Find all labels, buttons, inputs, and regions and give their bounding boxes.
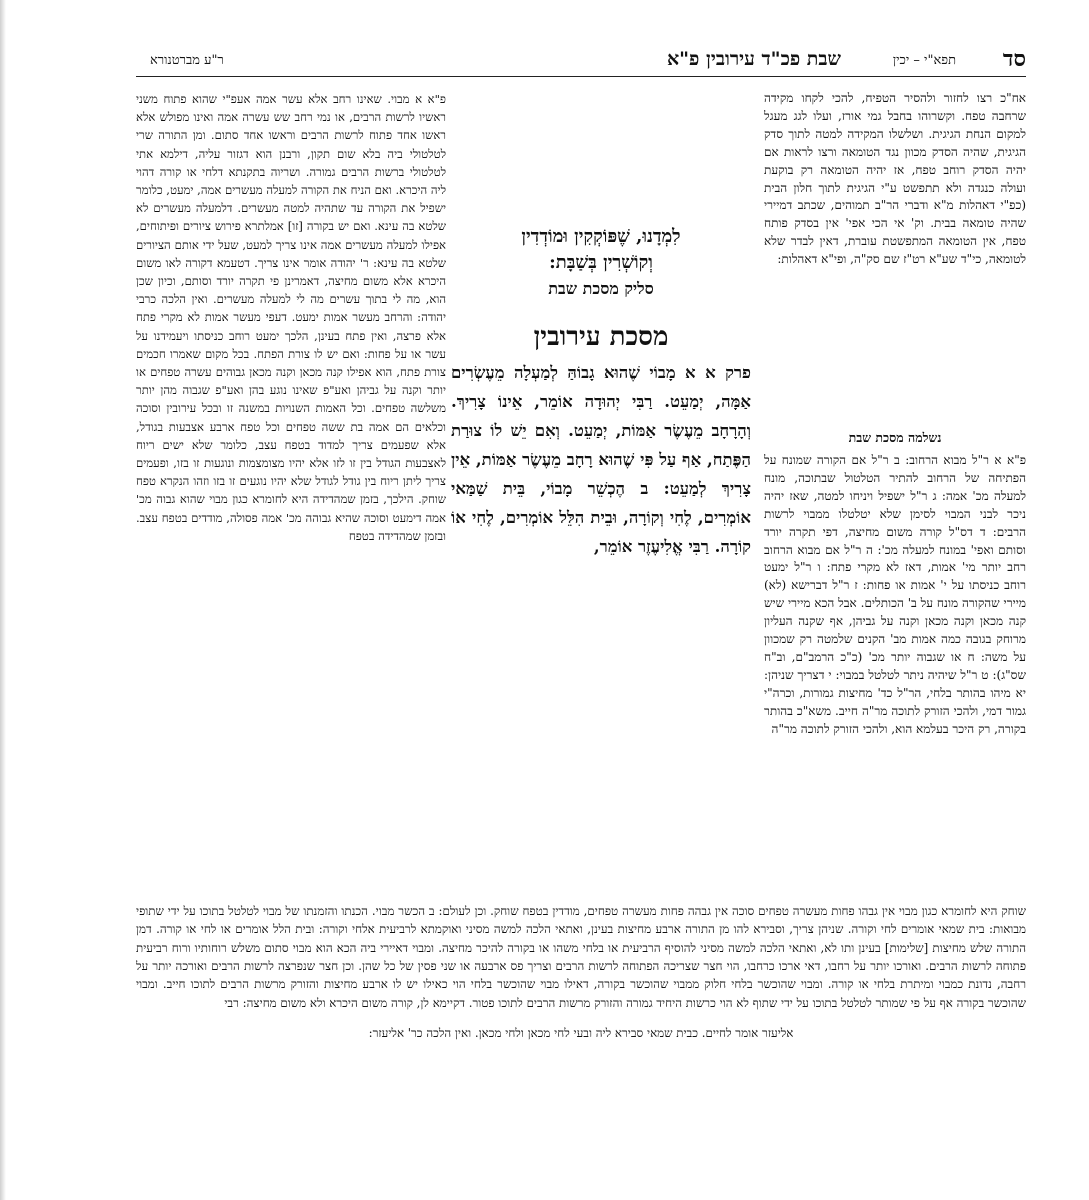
page-edge-shadow [0, 0, 6, 1200]
tractate-complete-note: נשלמה מסכת שבת [848, 430, 942, 445]
tractate-title: מסכת עירובין [533, 322, 669, 352]
commentary-last-line: אליעזר אומר לחיים. כבית שמאי סבירא ליה ובעי לחי מכאן ולחי מכאן. ואין הלכה כר' אליעזר: [368, 1026, 794, 1041]
commentary-text: שוחק היא לחומרא כגון מבוי אין גבהו פחות מעשרה טפחים סוכה אין גבהה פחות מעשרה טפחים, מודדין בטפח שוחק. וכן לעולם: ב הכשר מבוי. הכנתו והזמנתו של מבוי לטלטל בתוכו על ידי שתופי מבואות: בית שמאי אומרים לחי וקורה. שניהן צריך, וסבירא להו מן התורה ארבע מחיצות בעינן, ואתאי הלכה למשה מסיני ואוקמתא לרביעית אלחי וקורה: ובית הלל אומרים או לחי או קורה. דמן התורה שלש מחיצות [שלימות] בעינן ותו לא, ואתאי הלכה למשה מסיני להוסיף הרביעית או בלחי משהו או בקורה להיכר מחיצה. ומבוי דאיירי ביה הכא הוא מבוי סתום משלש רוחותיו ורוח רביעית פתוחה לרשות הרבים. ואורכו יותר על רחבו, דאי ארכו כרחבו, הוי חצר שצריכה הפתוחה לרשות הרבים וצריך פס ארבעה או שני פסין של כל שהן. וכן חצר שנפרצה לרשות הרבים ואורכה יותר על רחבה, נדונת כמבוי ומיתרת בלחי או קורה. ומבוי שהוכשר בלחי חלוק ממבוי שהוכשר בקורה, דאילו מבוי שהוכשר בלחי הוי כאילו יש לו ארבע מחיצות והזורק מרשות הרבים לתוכו חייב. ומבוי שהוכשר בקורה אף על פי שמותר לטלטל בתוכו על ידי שתוף לא הוי כרשות היחיד גמורה והזורק מרשות הרבים לתוכו פטור. דקיימא לן, קורה משום היכרא ולא משום מחיצה: רבי [136, 903, 1026, 1010]
siyum-line: סליק מסכת שבת [548, 279, 654, 298]
header-title: שבת פכ"ד עירובין פ"א [666, 48, 841, 70]
page-folio: סד [1002, 46, 1026, 72]
mishna-block [451, 224, 751, 670]
bartenura-commentary [136, 90, 446, 920]
talmud-page [136, 38, 1026, 1168]
commentary-text: פ"א א ר"ל מבוא הרחוב: ב ר"ל אם הקורה שמונח על הפתיחה של הרחוב להתיר הטלטול שבתוכה, מונח למעלה מכ' אמה: ג ר"ל ישפיל ויניחו למטה, שאז יהיה ניכר לבני המבוי לסימן שלא יטלטלו ממבוי לרשות הרבים: ד דס"ל קורה משום מחיצה, דפי תקרה יורד וסותם ואפי' במונח למעלה מכ': ה ר"ל אם מבוא הרחוב רחב יותר מי' אמות, דאז לא מקרי פתח: ו ר"ל ימעט רוחב כניסתו על י' אמות או פחות: ז ר"ל דברישא (לא) מיירי שהקורה מונח על ב' הכותלים. אבל הכא מיירי שיש קנה מכאן וקנה מכאן וקנה על גביהן, אף שקנה העליון מרוחק בגובה כמה אמות מב' הקנים שלמטה רק שמכוון על משה: ח או שגבוה יותר מכ' (כ"כ הרמב"ם, וב"ח שס"ג): ט ר"ל שיהיה ניתר לטלטל במבוי: י דצריך שניהן: יא מיהו בהותר בלחי, הר"ל כד' מחיצות גמורות, וכרה"י גמור דמי, ולהכי הזורק לתוכה מר"ה חייב. משא"כ בהותר בקורה, רק היכר בעלמא הוא, ולהכי הזורק לתוכה מר"ה [764, 453, 1026, 736]
tifferet-commentary-top [764, 90, 1026, 435]
shabbat-end-line-2: וְקוֹשְׁרִין בְּשַׁבָּת: [549, 252, 653, 273]
header-tifferet-label: תפא"י – יכין [892, 53, 956, 68]
header-bartenura-label: ר"ע מברטנורא [150, 53, 224, 68]
running-header [136, 44, 1026, 77]
commentary-text: אח"כ רצו לחזור ולהסיר הטפיח, להכי לקחו מקידה שרחבה טפח. וקשרוהו בחבל גמי אורז, ועלו לגג מעגל למקום הנחת הגיגית. ושלשלו המקידה למטה לתוך סדק הגיגית, שהיה הסדק מכוון נגד הטומאה ורצו לראות אם יהיה הסדק רוחב טפח, אז יהיה הטומאה רק בוקעת ועולה כנגדה ולא תתפשט ע"י הגיגית לתוך חלון הבית (כפ"י דאהלות מ"א ודברי הר"ב תמוהים, שכתב דמיירי שהיה טומאה בבית. וק' אי הכי אפי' אין בסדק פותח טפח, אין הטומאה המתפשטת עוברת, דאין לבדר שלא לטומאה, כי"ד שע"א רט"ז שם סק"ה, ופי"א דאהלות: [764, 91, 1026, 267]
tifferet-commentary-bottom [764, 452, 1026, 904]
mishna-text: פרק א א מָבוֹי שֶׁהוּא גָבוֹהַּ לְמַעְלָה מֵעֶשְׂרִים אַמָּה, יְמַעֵט. רַבִּי יְהוּדָה אוֹמֵר, אֵינוֹ צָרִיךְ. וְהָרָחָב מֵעֶשֶׂר אַמּוֹת, יְמַעֵט. וְאִם יֵשׁ לוֹ צוּרַת הַפֶּתַח, אַף עַל פִּי שֶׁהוּא רָחָב מֵעֶשֶׂר אַמּוֹת, אֵין צָרִיךְ לְמַעֵט: ב הֶכְשֵׁר מָבוֹי, בֵּית שַׁמַּאי אוֹמְרִים, לֶחִי וְקוֹרָה, וּבֵית הִלֵּל אוֹמְרִים, לֶחִי אוֹ קוֹרָה. רַבִּי אֱלִיעֶזֶר אוֹמֵר, [451, 363, 751, 556]
shabbat-end-line-1: לִמְדָנוּ, שֶׁפּוֹקְקִין וּמוֹדְדִין [521, 226, 681, 247]
commentary-text: פ"א א מבוי. שאינו רחב אלא עשר אמה אעפ"י שהוא פתוח משני ראשיו לרשות הרבים, או נמי רחב שש עשרה אמה ואינו מפולש אלא ראשו אחד פתוח לרשות הרבים וראשו אחד סתום. ומן התורה שרי לטלטולי ביה בלא שום תקון, ורבנן הוא דגזור עליה, דילמא אתי לטלטולי ברשות הרבים גמורה. ושריוה בתקנתא דלחי או קורה דהוי ליה היכרא. ואם הניח את הקורה למעלה מעשרים אמה, ימעט, כלומר ישפיל את הקורה עד שתהיה למטה מעשרים. דלמעלה מעשרים לא שלטא בה עינא. ואם יש בקורה [זו] אמלתרא פירוש ציורים ופיתוחים, אפילו למעלה מעשרים אמה אינו צריך למעט, שעל ידי אותם הציורים שלטא בה עינא: ר' יהודה אומר אינו צריך. דטעמא דקורה לאו משום היכרא אלא משום מחיצה, דאמרינן פי תקרה יורד וסותם, וכיון שכן הוא, מה לי בתוך עשרים מה לי למעלה מעשרים. ואין הלכה כרבי יהודה: והרחב מעשר אמות ימעט. דעפי מעשר אמות לא מקרי פתח אלא פרצה, ואין פתח בעינן, הלכך ימעט רוחב כניסתו ויעמידנו על עשר או על פחות: ואם יש לו צורת הפתח. בכל מקום שאמרו חכמים צורת פתח, הוא אפילו קנה מכאן וקנה מכאן גבוהים עשרה טפחים או יותר וקנה על גביהן ואע"פ שאינו נוגע בהן ואע"פ שגבוה מהן יותר משלשה טפחים. וכל האמות השנויות במשנה זו ובכל עירובין וסוכה וכלאים הם אמה בת ששה טפחים וכל טפח ארבע אצבעות בגודל, אלא שפעמים צריך למדוד בטפח עצב, כלומר שלא ישים ריוח לאצבעות הגודל בין זו לזו אלא יהיו מצומצמות ונוגעות זו בזו, ופעמים צריך ליתן ריוח בין גודל לגודל שלא יהיו נוגעים זו בזו וזהו הנקרא טפח שוחק. הילכך, בזמן שמהדידה היא לחומרא כגון מבוי שהוא גבוה מכ' אמה דימעט וסוכה שהיא גבוהה מכ' אמה פסולה, מודדים בטפח עצב. ובזמן שמהדידה בטפח [136, 92, 446, 543]
bartenura-continuation [136, 890, 1026, 1160]
